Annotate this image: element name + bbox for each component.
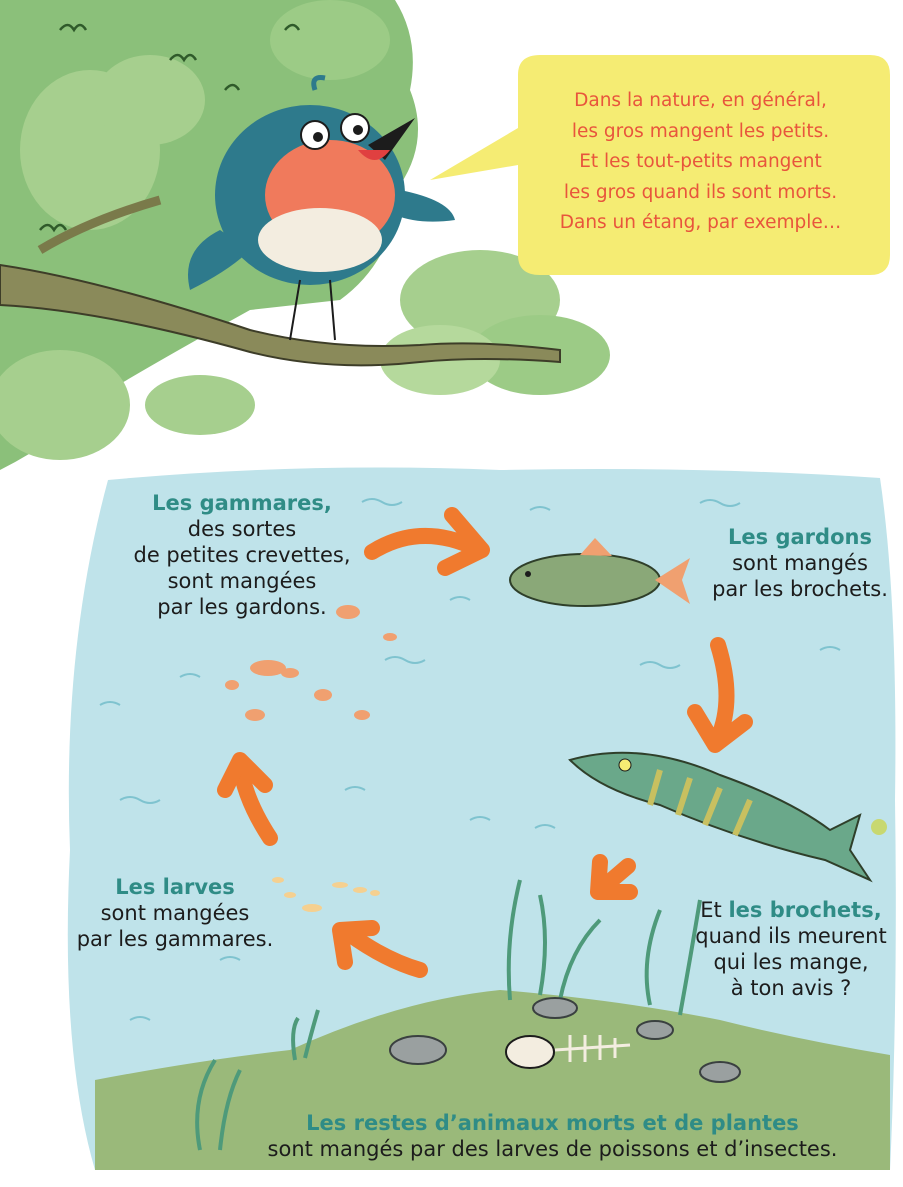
restes-label — [210, 1110, 895, 1162]
larves-line: sont mangées — [100, 901, 250, 925]
brochets-line: qui les mange, — [713, 950, 869, 974]
speech-line: Dans la nature, en général, — [574, 90, 827, 111]
gammares-line: sont mangées — [167, 569, 317, 593]
brochets-heading — [682, 897, 900, 923]
gardons-line: sont mangés — [732, 551, 868, 575]
brochets-line: à ton avis ? — [730, 976, 852, 1000]
brochets-label — [682, 897, 900, 1001]
gammares-line: de petites crevettes, — [133, 543, 351, 567]
larves-label — [60, 874, 290, 952]
brochets-line: quand ils meurent — [695, 924, 887, 948]
gammares-title: Les gammares, — [152, 491, 332, 515]
small-bubble — [871, 819, 887, 835]
brochets-title: les brochets, — [728, 898, 882, 922]
restes-line: sont mangés par des larves de poissons et d’insectes. — [267, 1137, 838, 1161]
speech-line: les gros mangent les petits. — [571, 120, 830, 142]
speech-bubble-text — [518, 86, 883, 239]
gardons-line: par les brochets. — [712, 577, 888, 601]
speech-line: Dans un étang, par exemple… — [559, 212, 842, 233]
larves-title: Les larves — [115, 875, 235, 899]
gardons-title: Les gardons — [728, 525, 872, 549]
brochets-prefix: Et — [700, 898, 729, 922]
restes-title: Les restes d’animaux morts et de plantes — [306, 1111, 799, 1135]
larves-line: par les gammares. — [76, 927, 274, 951]
gammares-label — [92, 490, 392, 620]
speech-line: les gros quand ils sont morts. — [563, 181, 838, 203]
speech-line: Et les tout-petits mangent — [579, 151, 822, 172]
gardons-label — [700, 524, 900, 602]
gammares-line: des sortes — [187, 517, 297, 541]
gammares-line: par les gardons. — [157, 595, 327, 619]
